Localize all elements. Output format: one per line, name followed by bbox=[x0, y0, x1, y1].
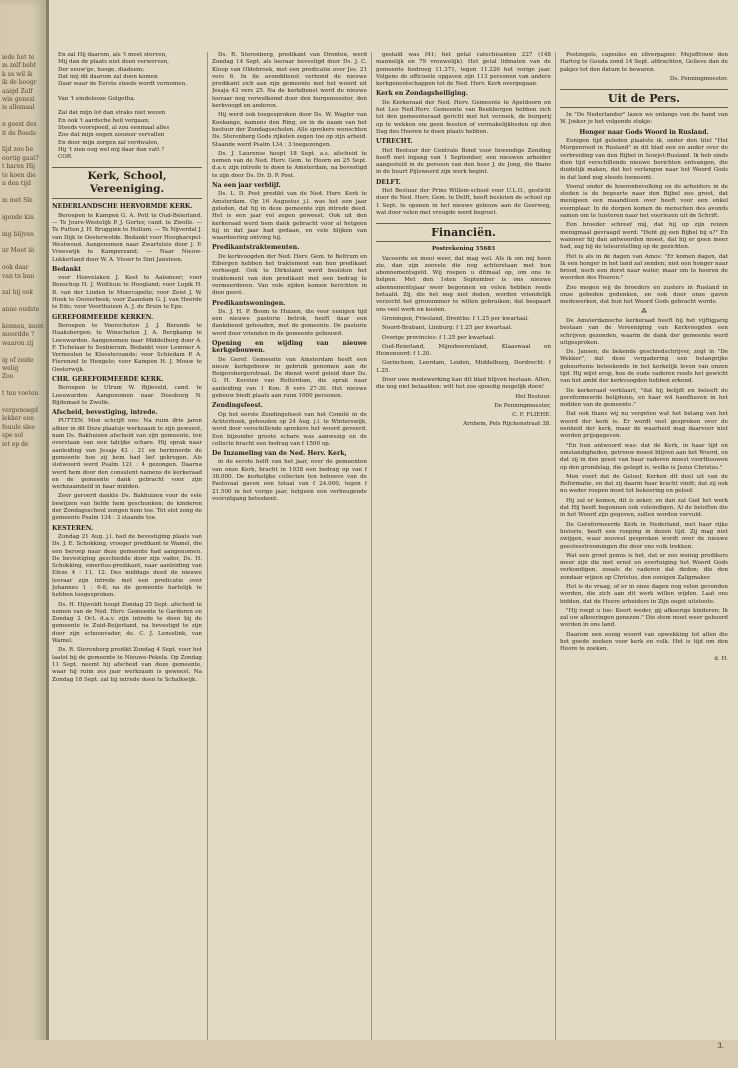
spine-line bbox=[2, 205, 44, 213]
spine-line bbox=[2, 399, 44, 407]
spine-line: iet op de bbox=[2, 440, 29, 448]
spine-line: welig bbox=[2, 365, 19, 373]
poem-line: Daar waar de Eerste steeds wordt vernomen. bbox=[58, 81, 187, 88]
article-text: gestald was f41; het getal catechisanten 227 (148 mannelijk en 79 vrouwelijk). Het getal lidmaten van de gemeente bedroeg 11.371, tegen 11.226 het vorige jaar. Volgens de officieele opgaven zijn 113 personen van andere kerkgenootschappen tot de Ned. Herv. Kerk overgegaan. bbox=[376, 52, 551, 88]
press-paragraph: De Amsterdamsche kerkeraad heeft bij het vijftigjarig bestaan van de Vereeniging van Kerkvoogden een schrijven gezonden, waarin de dank der gemeente werd uitgesproken. bbox=[560, 317, 728, 346]
spine-line bbox=[2, 113, 44, 121]
spine-line: it de Boeds bbox=[2, 129, 37, 137]
press-article bbox=[560, 138, 728, 307]
poem-line: Van 't eindelooze Golgotha. bbox=[58, 95, 136, 102]
address: Arnhem, Pels Rijckenstraat 38. bbox=[463, 421, 551, 428]
spine-line: k as wil ik bbox=[2, 70, 33, 78]
article-text: Zeer geroerd dankte Ds. Bakhuizen voor de vele bewijzen van liefde hem geschonken; de kinderen der Zondagsschool zongen hem toe. Tot slot zong de gemeente Psalm 134 : 3 staande toe. bbox=[52, 493, 202, 522]
spine-line: is allemaal bbox=[2, 104, 35, 112]
article-text: Het Bestuur der Centrale Bond voor Inwendige Zending heeft met ingang van 1 September, een nieuwen arbeider aangesteld in de persoon van den heer J. de Jong, die thans in de buurt Pijlsweerd zijn werk begint. bbox=[376, 147, 551, 176]
page-bottom-edge bbox=[0, 1040, 738, 1068]
spine-line: anne oudste bbox=[2, 306, 40, 314]
spine-line: t haren Hij bbox=[2, 163, 35, 171]
article-title: Kerk en Zondagsheiliging. bbox=[376, 90, 468, 98]
spine-line: moordde ? bbox=[2, 331, 35, 339]
press-paragraph: Daarom een eenig woord van opwekking tot allen die het goede zoeken voor kerk en volk. Het is tijd om den Heere te zoeken. bbox=[560, 631, 728, 653]
spine-line: igende kin bbox=[2, 213, 34, 221]
press-paragraph: De Gereformeerde Kerk in Nederland, met haar rijke historie, heeft een roeping in dezen tijd. Zij mag niet zwijgen, waar zooveel gesproken wordt over de nieuwe geestesstroomingen die door ons volk trekken. bbox=[560, 521, 728, 550]
intro-text: In "De Nederlander" lazen we onlangs van de hand van W. Josker je het volgende stukje: bbox=[560, 112, 728, 126]
press-paragraph: Eenigen tijd geleden plaatste ik, onder den titel "Het Morgenrood in Rusland" in dit blad een en ander over de verbreiding van den Bijbel in Sowjet-Rusland. Ik heb sinds dien tijd verschillende nieuwe berichten ontvangen, die duidelijk maken, dat het verlangen naar het Woord Gods in dat land nog steeds toeneemt. bbox=[560, 138, 728, 181]
spine-line bbox=[2, 315, 44, 323]
spine-line: te koen die bbox=[2, 171, 36, 179]
article-title: Na een jaar verblijf. bbox=[212, 182, 281, 190]
press-paragraph: Wat een groot gemis is het, dat er zoo weinig predikers meer zijn die met ernst en overtuiging het Woord Gods verkondigen, zooals de vaderen dat deden; die den zondaar wijzen op Christus, den eenigen Zaligmaker. bbox=[560, 552, 728, 581]
spine-line: zal hij ook bbox=[2, 289, 33, 297]
spine-line bbox=[2, 298, 44, 306]
article-text: Ds. J. H. P. Boom te Huizen, die voor eenigen tijd een nieuwe pastorie betrok, heeft daar een dankdienst gehouden, met de gemeente. De pastorie werd door vrienden in de gemeente gebouwd. bbox=[212, 308, 367, 337]
poem-line: Zoo dat mijn oogen zoozeer vervallen bbox=[58, 132, 165, 139]
column-3 bbox=[376, 52, 551, 431]
spine-line: Zoo bbox=[2, 373, 14, 381]
column-3-articles bbox=[376, 90, 551, 217]
article-title: Zendingsfeest. bbox=[212, 402, 263, 410]
financien-heading: Financiën. bbox=[376, 223, 551, 242]
spine-line: vergenoegd bbox=[2, 407, 38, 415]
poem-line: Steeds voorspoed, al zou eenmaal alles bbox=[58, 124, 170, 131]
press-paragraph: Zoo mogen wij de broeders en zusters in Rusland in onze gebeden gedenken, en ook door onze gaven medewerken, dat hun het Woord Gods gebracht worde. bbox=[560, 284, 728, 306]
poem-line: Zal dat mijn lot dan straks niet wezen bbox=[58, 110, 166, 117]
article-text: Ds. H. Hijwoldt hoopt Zondag 25 Sept. afscheid te nemen van de Ned. Herv. Gemeente te Garderen en Zondag 2 Oct. d.a.v. zijn intrede te doen bij de gemeente te Zuid-Beijerland, na bevestigd te zijn door zijn schoonvader, ds. C. J. Lenselink, van Wamel. bbox=[52, 601, 202, 645]
poem-line: COR. bbox=[58, 154, 73, 161]
region-line: Groningen, Friesland, Drenthe: f 1.25 per kwartaal. bbox=[382, 315, 529, 322]
article-text: PUTTEN. Men schrijft ons: Na ruim drie jaren alhier in dit Deze plaatsje werkzaam te zijn geweest, nam Ds. Bakhuizen afscheid van zijn gemeente, ten overstaan van een talrijke schare. Hij sprak naar aanleiding van Jesaja 42 : 21 en herinnerde de gemeente hoe zij hem had lief gekregen. Als slotwoord werd Psalm 121 : 4 gezongen. Daarna werd hem door den consulent namens de kerkeraad en de gemeente dank gebracht voor zijn werkzaamheid in haar midden. bbox=[52, 418, 202, 491]
poem bbox=[52, 52, 202, 161]
column-1-articles bbox=[52, 203, 202, 683]
article-text: Ds. J. Laurense hoopt 18 Sept. a.s. afscheid te nemen van de Ned. Herv. Gem. te Hoorn en 25 Sept. d.a.v. zijn intrede te doen te Amsterdam, na bevestigd te zijn door Ds. Dr. D. P. Post. bbox=[212, 150, 367, 179]
article-text: Ds. L. D. Post predikt van de Ned. Herv. Kerk te Amsterdam. Op 16 Augustus j.l. was het een jaar geleden, dat hij in deze gemeente zijn intrede deed. Het is een jaar vol zegen geweest. Ook uit den kerkeraad werd hem dank gebracht voor al hetgeen hij in dat jaar had gedaan, en vele blijken van waardeering ontving hij. bbox=[212, 191, 367, 242]
spine-line: lijd zoo be bbox=[2, 146, 34, 154]
article-title: De Inzameling van de Ned. Herv. Kerk, bbox=[212, 450, 347, 458]
spine-text bbox=[0, 0, 46, 466]
article-title: UTRECHT. bbox=[376, 138, 413, 146]
spine-line: m met Sle bbox=[2, 196, 33, 204]
spine-line: m zelf hebt bbox=[2, 62, 37, 70]
spine-line: ur Moet iii bbox=[2, 247, 35, 255]
spine-line bbox=[2, 222, 44, 230]
article-text: voor Hoevelaken J. Keet te Aalsmeer; voor Benschop H. J. Wolthuis te Hoogland; voor Lopik H. B. van der Linden te Moercapelle; voor Zeist J. W. Hoek te Oosterbeek; voor Zaandam G. J. van Heerde te Ede; voor Voorthuizen A. J. de Bruin te Epe. bbox=[52, 275, 202, 311]
notice-signature: Ds. Penningmeester. bbox=[669, 75, 728, 82]
spine-line: iede het te bbox=[2, 54, 35, 61]
press-paragraph: Het is als in de dagen van Amos: "Er komen dagen, dat Ik een honger in het land zal zenden; niet een honger naar brood, noch een dorst naar water, maar om te hooren de woorden des Heeren." bbox=[560, 253, 728, 282]
article-text: Hij werd ook toegesproken door Ds. W. Wagter van Koekange, namens den Ring, en in de naam van het bestuur der Zondagsscholen. Alle sprekers wenschten Ds. Sterenberg Gods rijksten zegen toe op zijn arbeid. Staande werd Psalm 134 : 3 toegezongen. bbox=[212, 112, 367, 148]
article-title: Bedankt bbox=[52, 265, 82, 273]
spine-line bbox=[2, 348, 44, 356]
column-2-articles bbox=[212, 52, 367, 503]
press-paragraph: Men voert dat de Geloof, Kerken dit deel uit van de Reformatie, en dat zij daarin haar kracht vindt; dat zij ook nu weder roepen moet tot bekeering en geloof. bbox=[560, 473, 728, 495]
article-text: Ds. R. Sterenberg predikt Zondag 4 Sept. voor het laatst bij de gemeente te Nieuwe-Pekela. Op Zondag 11 Sept. neemt hij afscheid van deze gemeente, waar hij ruim zes jaar werkzaam is geweest. Na Zondag 18 Sept. zal hij intrede doen te Schalkwijk. bbox=[52, 647, 202, 683]
column-2 bbox=[212, 52, 367, 505]
poem-line: Dat mij dit daarom zal doen komen bbox=[58, 73, 158, 80]
press-paragraph: "En hun antwoord was: dat de Kerk, in haar tijd en omstandigheden, getrouw moest blijven aan het Woord, en dat zij in den geest van haar vaderen moest voortbouwen op den grondslag, die gelegd is, welke is Jezus Christus." bbox=[560, 442, 728, 471]
poem-line: En door mijn zorgen zal verdwalen, bbox=[58, 139, 159, 146]
article-text: Beroepen te Voorschoten J. J. Berends te Haaksbergen; te Winschoten J. A. Bergkamp te Leeuwarden. Aangenomen naar Middelburg door A. F. Tichelaar te Sexbierum. Bedankt voor Lemmer A. Vermeulen te Kloosterzande; voor Schiedam P. A. Fierenzel te Hengelo; voor Kampen H. J. Mouw te Oosterwijk. bbox=[52, 322, 202, 373]
postrekening-subheading: Postrekening 35683 bbox=[431, 246, 496, 253]
poem-line: En zal Hij daarom, als 't moet sterven, bbox=[58, 52, 167, 58]
poem-line: Mij dan de plaats niet doen verwerven, bbox=[58, 59, 170, 66]
column-1 bbox=[52, 52, 202, 686]
uit-de-pers-heading: Uit de Pers. bbox=[560, 89, 728, 108]
article-title: DELFT. bbox=[376, 178, 401, 186]
article-signature: d. H. bbox=[714, 655, 728, 662]
article-text: De kerkvoogden der Ned. Herv. Gem. te Beltrum en Eibergen hebben het traktement van hun predikant verhoogd. Ook te Dirksland werd besloten het traktement van den predikant met een bedrag te vermeerderen. Van vele zijden komen berichten in dien geest. bbox=[212, 253, 367, 297]
article-text: Op het eerste Zendingsfeest van het Comité in de Achterhoek, gehouden op 24 Aug. j.l. te Winterswijk, werd door verschillende sprekers het woord gevoerd. Een bijzonder groote schare was aanwezig en de collecte bracht een bedrag van f 1500 op. bbox=[212, 411, 367, 447]
signature-line: Het Bestuur. bbox=[515, 393, 551, 400]
press-paragraph: "Hij roept u toe: Keert weder, gij afkeerige kinderen; Ik zal uw afkeeringen genezen." Die stem moet weer gehoord worden in ons land. bbox=[560, 607, 728, 629]
press-paragraph: Hij zal er komen, dit is zeker, en dan zal God het werk dat Hij heeft begonnen ook voleindigen. Al de beloften die in het Woord zijn gegeven, zullen worden vervuld. bbox=[560, 497, 728, 519]
spine-line: n geest des bbox=[2, 121, 37, 129]
press-paragraph: Ds. Jansen, de bekende geschiedschrijver, zegt in "De Wekker", dat deze vergadering een belangrijke gebeurtenis beteekende in het kerkelijk leven van onzen tijd. Hij wijst erop, hoe de oude vaderen reeds het gewicht van het ambt der kerkvoogden hebben erkend. bbox=[560, 349, 728, 385]
press-paragraph: Een broeder schreef mij, dat hij op zijn reizen menigmaal gevraagd werd: "Hebt gij een Bijbel bij u?" En wanneer hij dan antwoorden moest, dat hij er geen meer had, zag hij de teleurstelling op de gezichten. bbox=[560, 222, 728, 251]
spine-line bbox=[2, 239, 44, 247]
spine-line bbox=[2, 281, 44, 289]
column-rule bbox=[207, 52, 208, 1052]
region-line: Overige provincies: f 1.25 per kwartaal. bbox=[382, 334, 496, 341]
spine-line: lekker een bbox=[2, 415, 35, 423]
article-title: Afscheid, bevestiging, intrede. bbox=[52, 409, 158, 417]
signature-block bbox=[376, 394, 551, 420]
article-title: GEREFORMEERDE KERKEN. bbox=[52, 313, 154, 321]
article-text: in de eerste helft van het jaar, over de gemeenten van onze Kerk, bracht in 1938 een bedrag op van f 38.000. De kerkelijke collecten ten behoeve van de Pastoraal gaven een totaal van f 24.000, tegen f 21.500 in het vorige jaar, hetgeen een verheugende vooruitgang beteekent. bbox=[212, 459, 367, 502]
article-text: Ds. R. Sterenberg, predikant van Drenten, werd Zondag 14 Sept. als leeraar bevestigd door Ds. J. C. Kloop van Oldebroek, met een predicatie over Jes. 21 vers 6. In de avonddienst verbond de nieuwe predikant zich aan zijn gemeente met het woord uit Jesaja 43 vers 25. Na de kerkdienst werd de nieuwe leeraar nog verwelkomd door den burgemeester, den kerkvoogd en anderen. bbox=[212, 52, 367, 110]
spine-line bbox=[2, 138, 44, 146]
column-4 bbox=[560, 52, 728, 1052]
finance-close: Door uwe medewerking kan dit blad blijven bestaan. Allen, die nog niet betaalden: wilt het zoo spoedig mogelijk doen! bbox=[376, 376, 551, 391]
spine-line: win genezi bbox=[2, 96, 35, 104]
finance-text: Vaceerde en mooi weer, dat mag wel. Als ik om mij heen zie, dan zijn zoovele die nog achterstaan met hun abonnementsgeld. Wij roepen u ditmaal op, om ons te helpen. Met den 1sten September is ons nieuwe abonnementsjaar weer begonnen en velen hebben reeds betaald. Zij, die het nog niet deden, worden vriendelijk verzocht het gironummer te willen gebruiken; dat bespaart ons veel werk en kosten. bbox=[376, 255, 551, 313]
spine-line bbox=[2, 449, 44, 457]
article-title: Predikantswoningen. bbox=[212, 299, 286, 307]
spine-line: n den tijd bbox=[2, 180, 31, 188]
press-paragraph: De kerkeraad verklaart, "dat hij belijdt en beleeft de gereformeerde belijdenis, en haar wil handhaven in het midden van de gemeente." bbox=[560, 387, 728, 409]
signature-line: De Penningmeester, bbox=[494, 402, 551, 409]
spine-line: ig of zeide bbox=[2, 356, 34, 364]
page-number: 3. bbox=[717, 1042, 724, 1050]
article-text: Beroepen te Ulrum W. Bijleveld, cand. te Leeuwarden. Aangenomen naar Doesburg N. Bijdemast te Zwolle. bbox=[52, 385, 202, 406]
notice-text: Postzegels, capsules en zilverpapier. Mejuffrouw den Hartog te Gouda zond 14 Sept. afdrachten, Gelieve dan de pakjes tot den datum te bewaren. bbox=[560, 52, 728, 73]
spine-line: aaigd Zelf bbox=[2, 87, 33, 95]
spine-line bbox=[2, 189, 44, 197]
region-list bbox=[376, 316, 551, 375]
spine-line: ik de boogr bbox=[2, 79, 37, 87]
article-title: CHR. GEREFORMEERDE KERK. bbox=[52, 375, 164, 383]
article-text: De Kerkeraad der Ned. Herv. Gemeente te Apeldoorn en het Leo Ned.Herv. Gemeente van Beekbergen hebben zich tot den gemeenteraad gericht met het verzoek, de burgerij op te wekken om geen feesten of vermakelijkheden op den Dag des Heeren te doen plaats hebben. bbox=[376, 99, 551, 135]
press-article-2 bbox=[560, 318, 728, 663]
binding-spine bbox=[0, 0, 49, 1068]
press-paragraph: Vooral onder de boerenbevolking en de arbeiders in de steden is de begeerte naar den Bijbel zoo groot, dat menigeen een maandloon over heeft voor een enkel exemplaar. In de dorpen komen de menschen des avonds samen om te luisteren naar het voorlezen uit de Schrift. bbox=[560, 183, 728, 220]
press-paragraph: Dat ook thans wij nu vergeten wat het belang van het woord der kerk is. Er wordt veel gesproken over de eenheid der kerk, maar de waarheid mag daarvoor niet worden prijsgegeven. bbox=[560, 411, 728, 440]
article-text: Het Bestuur der Prins Willem-school voor U.L.O., gesticht door de Ned. Herv. Gem. te Delft, heeft besloten de school op 1 Sept. te openen in het nieuwe gebouw aan de Geerweg, wat door velen met vreugde werd begroet. bbox=[376, 188, 551, 216]
column-rule bbox=[555, 52, 556, 1052]
article-title: KESTEREN. bbox=[52, 524, 94, 532]
article-title: Predikantstraktementen. bbox=[212, 244, 300, 252]
article-text: Beroepen te Kampen G. A. Pott te Oud-Beierland. — Te Joure-Westelijk P. J. Gorter, cand. te Zwolle. — Te Putten J. H. Bruggink te Hollum. — Te Nijverdal J. van Dijk te Oosterwolde. Bedankt voor Hoogkarspel-Westwoud. Aangenomen naar Zwartsluis door J. F. Vreeswijk te Kamperzand. — Naar Nieuw-Lekkerland door W. A. Visser te Sint Jansteen. bbox=[52, 212, 202, 263]
spine-line: t ten voeten bbox=[2, 390, 39, 398]
column-rule bbox=[371, 52, 372, 1052]
region-line: Gorinchem, Leerdam, Leiden, Middelburg, Dordrecht: f 1.25. bbox=[376, 360, 551, 374]
spine-line: kennen, moet bbox=[2, 323, 44, 330]
article-title: NEDERLANDSCHE HERVORMDE KERK. bbox=[52, 203, 193, 211]
poem-line: Der eeuw'ge, hooge, diadeem; bbox=[58, 66, 145, 73]
signature-line: C. F. FLIEHE. bbox=[512, 412, 551, 419]
spine-line bbox=[2, 458, 44, 466]
poem-line: En ook 't aardsche heil vergaan; bbox=[58, 117, 150, 124]
spine-line: spe sol bbox=[2, 432, 23, 440]
separator-star: ⁂ bbox=[641, 308, 647, 315]
article-text: De Geref. Gemeente van Amsterdam heeft een nieuw kerkgebouw in gebruik genomen aan de Reigersbergerstraat. De dienst werd geleid door Ds. G. H. Kersten van Rotterdam, die sprak naar aanleiding van 1 Kon. 8 vers 27-30. Het nieuwe gebouw biedt plaats aan ruim 1000 personen. bbox=[212, 356, 367, 400]
poem-line: Hij 't zien oog wel mij daar dan vatt ? bbox=[58, 146, 165, 153]
spine-line: feuule slee bbox=[2, 423, 35, 431]
spine-line: ook daar bbox=[2, 264, 29, 272]
region-line: Noord-Brabant, Limburg: f 1.25 per kwartaal. bbox=[382, 325, 513, 332]
region-line: Oud-Beierland, Mijnsheerenland, Klaaswaal en Heinenoord: f 1.20. bbox=[376, 343, 551, 358]
spine-line bbox=[2, 382, 44, 390]
spine-line: oortig gaat? bbox=[2, 154, 39, 162]
spine-line: waaron zij bbox=[2, 339, 34, 347]
article-title: Opening en wijding van nieuwe kerkgebouwen. bbox=[212, 339, 367, 355]
press-paragraph: Het is de vraag, of er in onze dagen nog velen gevonden worden, die zich aan dit werk willen wijden. Laat ons bidden, dat de Heere arbeiders in Zijn oogst uitstoote. bbox=[560, 584, 728, 605]
spine-line bbox=[2, 256, 44, 264]
spine-line: van tn ban bbox=[2, 272, 35, 280]
article-text: Zondag 21 Aug. j.l. had de bevestiging plaats van Ds. J. E. Schokking, vroeger predikant te Wamel, die een beroep naar deze gemeente had aangenomen. De bevestiging geschiedde door zijn vader, Ds. H. Schokking, emeritus-predikant, naar aanleiding van Efeze 4 : 11, 12. Des middags deed de nieuwe leeraar zijn intrede met een predicatie over Johannes 1 : 6-8, na de gemeente hartelijk te hebben toegesproken. bbox=[52, 533, 202, 599]
poem-line bbox=[52, 103, 202, 110]
section-heading-kerk: Kerk, School, Vereeniging. bbox=[52, 167, 202, 199]
article-subheading: Honger naar Gods Woord in Rusland. bbox=[579, 128, 709, 136]
spine-line: ing blijven bbox=[2, 230, 34, 238]
poem-line bbox=[52, 88, 202, 95]
